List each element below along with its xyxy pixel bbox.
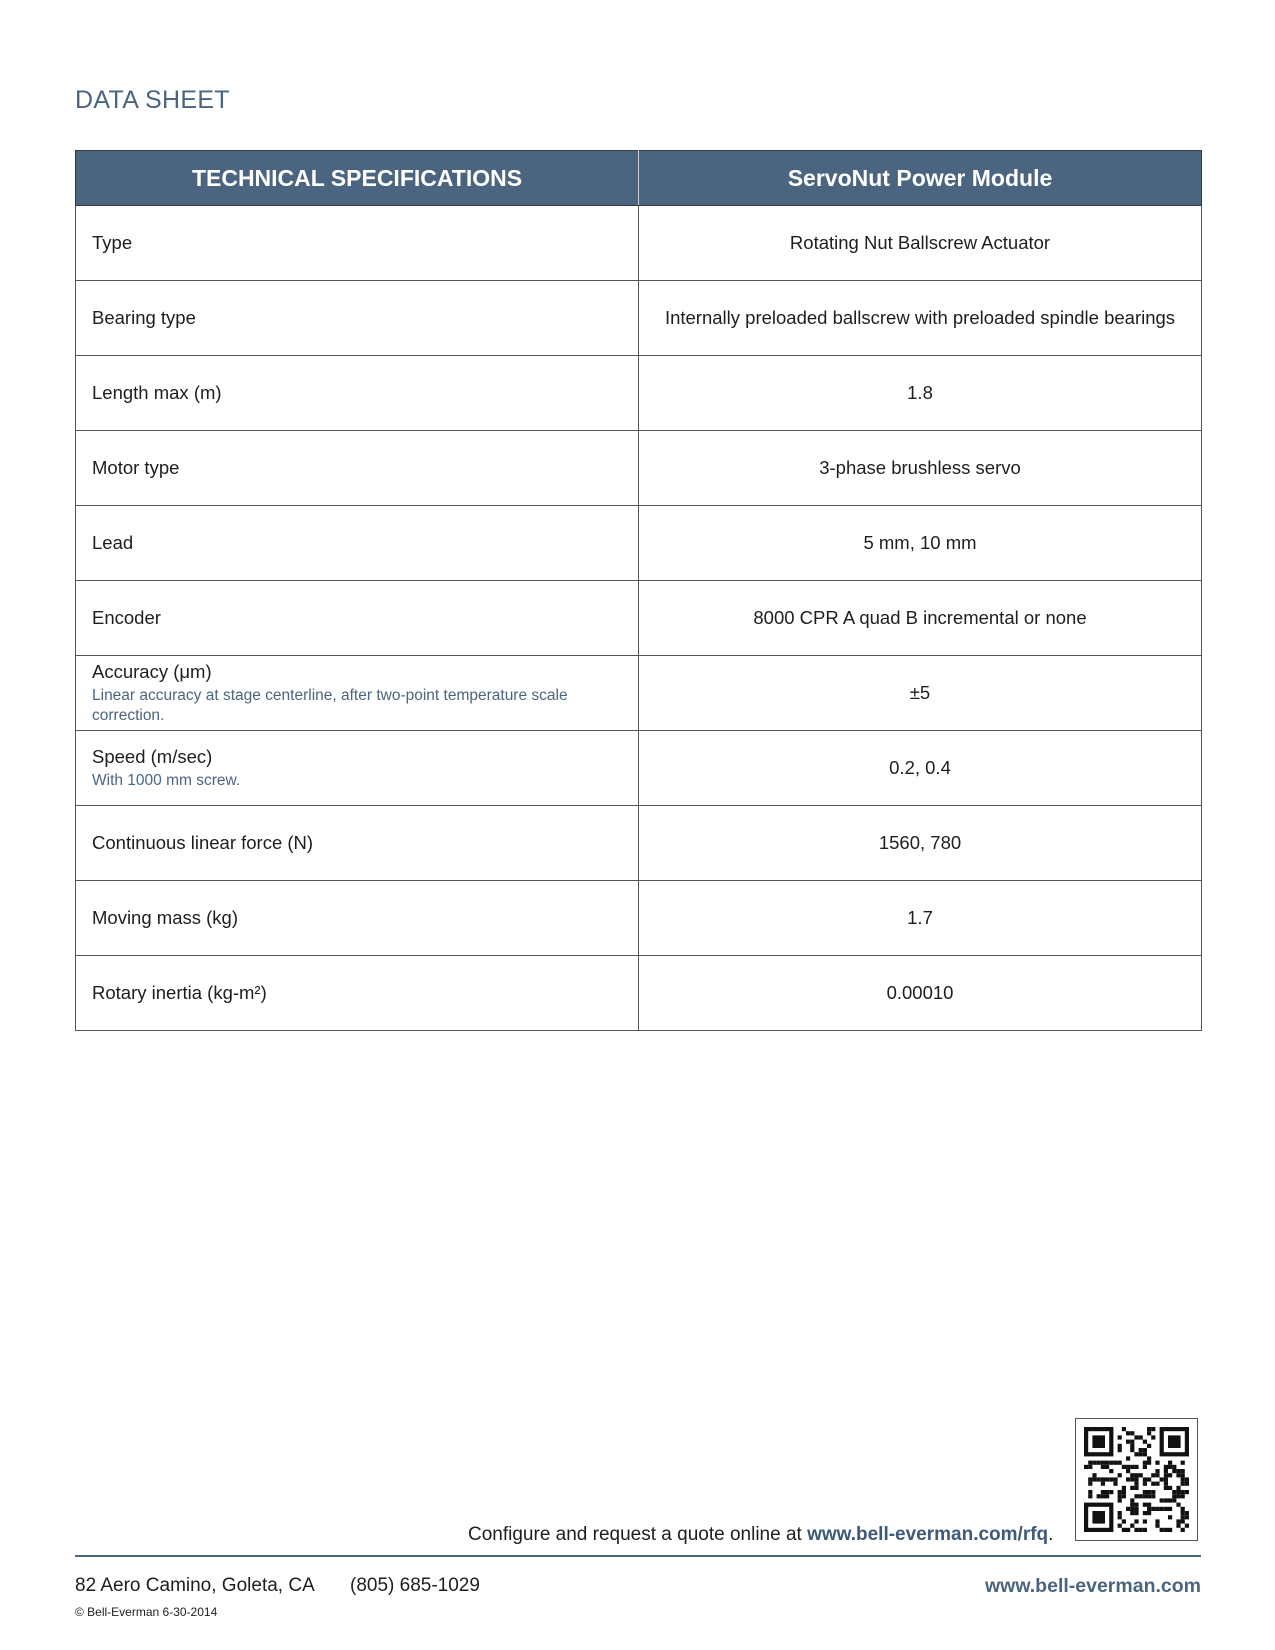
qr-code-icon[interactable]	[1075, 1418, 1198, 1541]
spec-label-cell	[76, 656, 639, 731]
spec-label: Continuous linear force (N)	[92, 832, 314, 853]
page-title: DATA SHEET	[75, 86, 230, 114]
spec-label-cell	[76, 506, 639, 581]
table-row	[76, 356, 1202, 431]
spec-label-cell	[76, 206, 639, 281]
spec-label: Accuracy (μm)	[92, 660, 212, 682]
spec-label: Rotary inertia (kg-m²)	[92, 982, 267, 1003]
footer-divider	[75, 1555, 1201, 1557]
spec-label: Encoder	[92, 607, 161, 628]
quote-cta	[468, 1524, 1053, 1546]
spec-value: Rotating Nut Ballscrew Actuator	[639, 206, 1202, 281]
spec-label: Type	[92, 232, 133, 253]
company-phone: (805) 685-1029	[350, 1575, 480, 1596]
spec-label: Bearing type	[92, 307, 196, 328]
spec-value: 1.8	[639, 356, 1202, 431]
spec-value: 8000 CPR A quad B incremental or none	[639, 581, 1202, 656]
spec-label-cell	[76, 881, 639, 956]
spec-label: Speed (m/sec)	[92, 745, 213, 767]
table-row	[76, 881, 1202, 956]
table-row	[76, 206, 1202, 281]
table-row	[76, 731, 1202, 806]
table-row	[76, 281, 1202, 356]
quote-link[interactable]: www.bell-everman.com/rfq	[807, 1524, 1049, 1545]
quote-cta-text: Configure and request a quote online at	[468, 1524, 808, 1545]
spec-label-cell	[76, 956, 639, 1031]
spec-note: With 1000 mm screw.	[92, 771, 241, 789]
spec-label-cell	[76, 431, 639, 506]
header-product-name: ServoNut Power Module	[639, 151, 1202, 206]
spec-label: Motor type	[92, 457, 180, 478]
header-technical-specifications: TECHNICAL SPECIFICATIONS	[76, 151, 639, 206]
spec-table-body	[76, 206, 1202, 1031]
spec-label-cell	[76, 581, 639, 656]
spec-value: 0.00010	[639, 956, 1202, 1031]
quote-cta-end: .	[1048, 1524, 1054, 1545]
spec-label-cell	[76, 731, 639, 806]
spec-table	[75, 150, 1202, 1031]
spec-table-header	[76, 151, 1202, 206]
spec-value: 5 mm, 10 mm	[639, 506, 1202, 581]
spec-value: ±5	[639, 656, 1202, 731]
spec-value: 3-phase brushless servo	[639, 431, 1202, 506]
spec-label: Lead	[92, 532, 134, 553]
spec-label-cell	[76, 356, 639, 431]
spec-value: 1.7	[639, 881, 1202, 956]
table-row	[76, 581, 1202, 656]
spec-value: Internally preloaded ballscrew with preloaded spindle bearings	[639, 281, 1202, 356]
copyright-notice: © Bell-Everman 6-30-2014	[75, 1605, 218, 1619]
spec-value: 0.2, 0.4	[639, 731, 1202, 806]
table-row	[76, 431, 1202, 506]
table-row	[76, 956, 1202, 1031]
spec-note: Linear accuracy at stage centerline, after two-point temperature scale correction.	[92, 686, 568, 724]
spec-label: Length max (m)	[92, 382, 222, 403]
company-address: 82 Aero Camino, Goleta, CA	[75, 1575, 315, 1596]
qr-code-graphic	[1076, 1419, 1197, 1540]
spec-label: Moving mass (kg)	[92, 907, 238, 928]
spec-value: 1560, 780	[639, 806, 1202, 881]
company-website-link[interactable]: www.bell-everman.com	[984, 1575, 1201, 1597]
table-row	[76, 506, 1202, 581]
spec-label-cell	[76, 806, 639, 881]
table-row	[76, 806, 1202, 881]
table-row	[76, 656, 1202, 731]
spec-label-cell	[76, 281, 639, 356]
